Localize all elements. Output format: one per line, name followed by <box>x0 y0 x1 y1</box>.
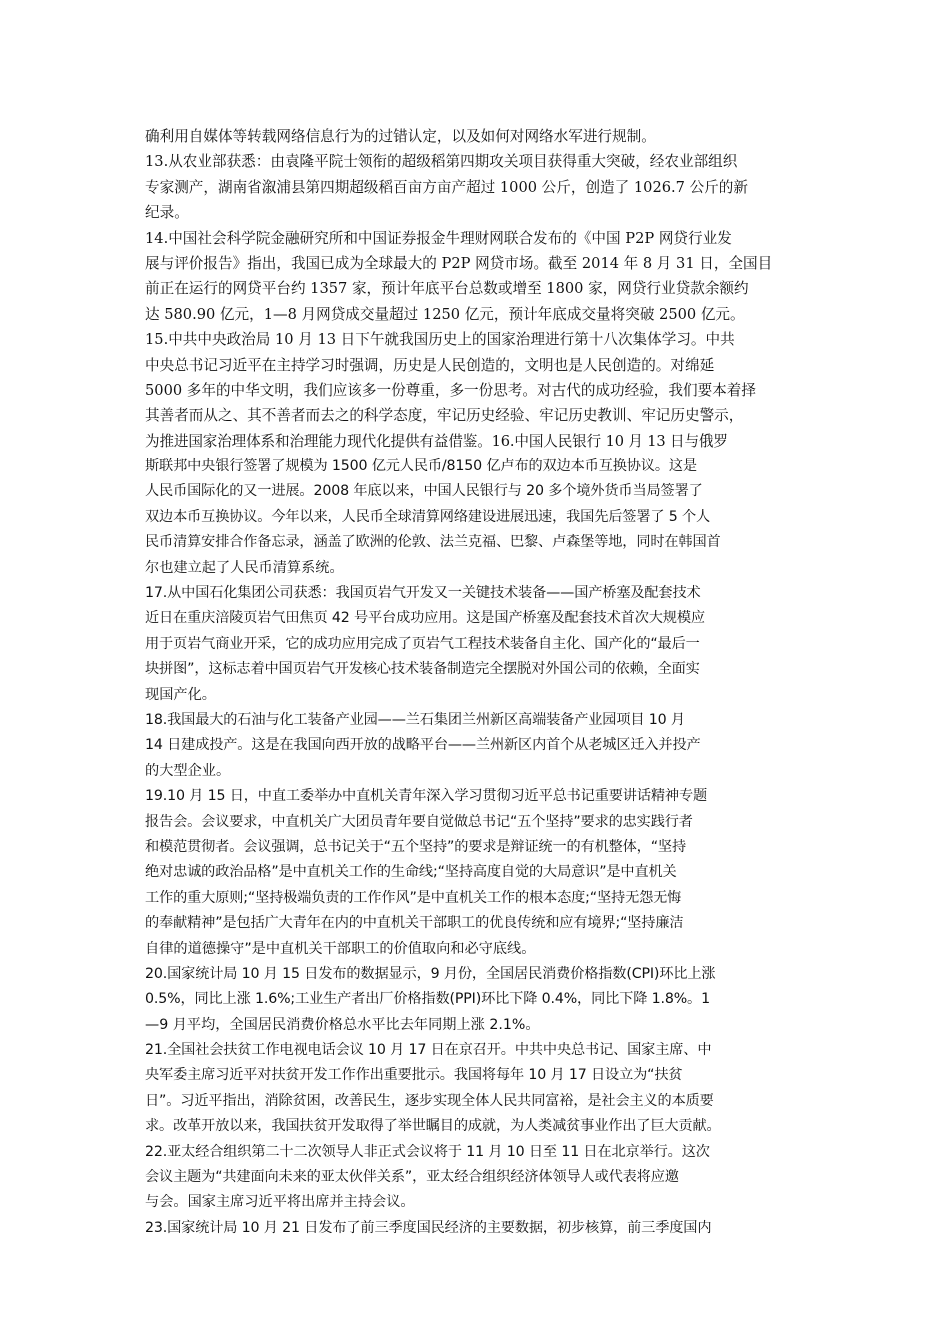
text-line: 前正在运行的网贷平台约 1357 家，预计年底平台总数或增至 1800 家，网贷行业贷款余额约 <box>145 280 749 298</box>
text-line: 民币清算安排合作备忘录，涵盖了欧洲的伦敦、法兰克福、巴黎、卢森堡等地，同时在韩国首 <box>145 534 721 551</box>
text-line: 21.全国社会扶贫工作电视电话会议 10 月 17 日在京召开。中共中央总书记、国家主席、中 <box>145 1042 712 1059</box>
text-line: 日”。习近平指出，消除贫困，改善民生，逐步实现全体人民共同富裕，是社会主义的本质要 <box>145 1092 714 1109</box>
document-body <box>145 124 813 1241</box>
text-line: 20.国家统计局 10 月 15 日发布的数据显示，9 月份，全国居民消费价格指数(CPI)环比上涨 <box>145 965 716 982</box>
text-line: 5000 多年的中华文明，我们应该多一份尊重，多一份思考。对古代的成功经验，我们要本着择 <box>145 381 756 399</box>
text-line: 会议主题为“共建面向未来的亚太伙伴关系”，亚太经合组织经济体领导人或代表将应邀 <box>145 1169 679 1186</box>
text-line: 展与评价报告》指出，我国已成为全球最大的 P2P 网贷市场。截至 2014 年 8 月 31 日，全国目 <box>145 254 773 272</box>
text-line: 央军委主席习近平对扶贫开发工作作出重要批示。我国将每年 10 月 17 日设立为“扶贫 <box>145 1067 683 1084</box>
text-line: 达 580.90 亿元，1—8 月网贷成交量超过 1250 亿元，预计年底成交量将突破 2500 亿元。 <box>145 305 745 323</box>
text-line: 与会。国家主席习近平将出席并主持会议。 <box>145 1194 415 1211</box>
text-line: 中央总书记习近平在主持学习时强调，历史是人民创造的，文明也是人民创造的。对绵延 <box>145 356 715 374</box>
text-line: 现国产化。 <box>145 686 216 703</box>
text-line: 斯联邦中央银行签署了规模为 1500 亿元人民币/8150 亿卢布的双边本币互换协议。这是 <box>145 458 697 475</box>
text-line: 自律的道德操守”是中直机关干部职工的价值取向和必守底线。 <box>145 940 536 957</box>
text-line: 尔也建立起了人民币清算系统。 <box>145 559 344 576</box>
text-line: 19.10 月 15 日，中直工委举办中直机关青年深入学习贯彻习近平总书记重要讲话精神专题 <box>145 788 708 805</box>
text-line: 15.中共中央政治局 10 月 13 日下午就我国历史上的国家治理进行第十八次集体学习。中共 <box>145 331 735 349</box>
text-line: 确利用自媒体等转载网络信息行为的过错认定，以及如何对网络水军进行规制。 <box>145 128 656 145</box>
text-line: 近日在重庆涪陵页岩气田焦页 42 号平台成功应用。这是国产桥塞及配套技术首次大规模应 <box>145 610 705 627</box>
text-line: 块拼图”，这标志着中国页岩气开发核心技术装备制造完全摆脱对外国公司的依赖，全面实 <box>145 661 700 678</box>
text-line: 人民币国际化的又一进展。2008 年底以来，中国人民银行与 20 多个境外货币当局签署了 <box>145 483 703 500</box>
text-line: 为推进国家治理体系和治理能力现代化提供有益借鉴。16.中国人民银行 10 月 13 日与俄罗 <box>145 432 728 450</box>
text-line: 23.国家统计局 10 月 21 日发布了前三季度国民经济的主要数据，初步核算，前三季度国内 <box>145 1219 712 1236</box>
text-line: 纪录。 <box>145 204 189 222</box>
text-line: 和模范贯彻者。会议强调，总书记关于“五个坚持”的要求是辩证统一的有机整体，“坚持 <box>145 838 686 855</box>
text-line: 双边本币互换协议。今年以来，人民币全球清算网络建设进展迅速，我国先后签署了 5 个人 <box>145 508 711 525</box>
text-line: 17.从中国石化集团公司获悉：我国页岩气开发又一关键技术装备——国产桥塞及配套技术 <box>145 585 701 602</box>
text-line: 报告会。会议要求，中直机关广大团员青年要自觉做总书记“五个坚持”要求的忠实践行者 <box>145 813 693 830</box>
text-line: 14 日建成投产。这是在我国向西开放的战略平台——兰州新区内首个从老城区迁入并投产 <box>145 737 701 754</box>
text-line: 求。改革开放以来，我国扶贫开发取得了举世瞩目的成就，为人类减贫事业作出了巨大贡献。 <box>145 1118 721 1135</box>
text-line: 22.亚太经合组织第二十二次领导人非正式会议将于 11 月 10 日至 11 日在北京举行。这次 <box>145 1143 710 1160</box>
text-line: 18.我国最大的石油与化工装备产业园——兰石集团兰州新区高端装备产业园项目 10 月 <box>145 711 685 728</box>
text-line: 专家测产，湖南省溆浦县第四期超级稻百亩方亩产超过 1000 公斤，创造了 1026.7 公斤的新 <box>145 178 748 196</box>
text-line: 的奉献精神”是包括广大青年在内的中直机关干部职工的优良传统和应有境界;“坚持廉洁 <box>145 915 684 932</box>
text-line: 14.中国社会科学院金融研究所和中国证券报金牛理财网联合发布的《中国 P2P 网贷行业发 <box>145 229 732 247</box>
text-line: 其善者而从之、其不善者而去之的科学态度，牢记历史经验、牢记历史教训、牢记历史警示， <box>145 407 744 425</box>
text-line: 13.从农业部获悉：由袁隆平院士领衔的超级稻第四期攻关项目获得重大突破，经农业部组织 <box>145 153 738 171</box>
text-line: 的大型企业。 <box>145 762 231 779</box>
text-line: 0.5%，同比上涨 1.6%;工业生产者出厂价格指数(PPI)环比下降 0.4%，同比下降 1.8%。1 <box>145 991 710 1008</box>
text-line: —9 月平均，全国居民消费价格总水平比去年同期上涨 2.1%。 <box>145 1016 540 1033</box>
text-line: 绝对忠诚的政治品格”是中直机关工作的生命线;“坚持高度自觉的大局意识”是中直机关 <box>145 864 677 881</box>
text-line: 工作的重大原则;“坚持极端负责的工作作风”是中直机关工作的根本态度;“坚持无怨无悔 <box>145 889 682 906</box>
text-line: 用于页岩气商业开采，它的成功应用完成了页岩气工程技术装备自主化、国产化的“最后一 <box>145 635 700 652</box>
